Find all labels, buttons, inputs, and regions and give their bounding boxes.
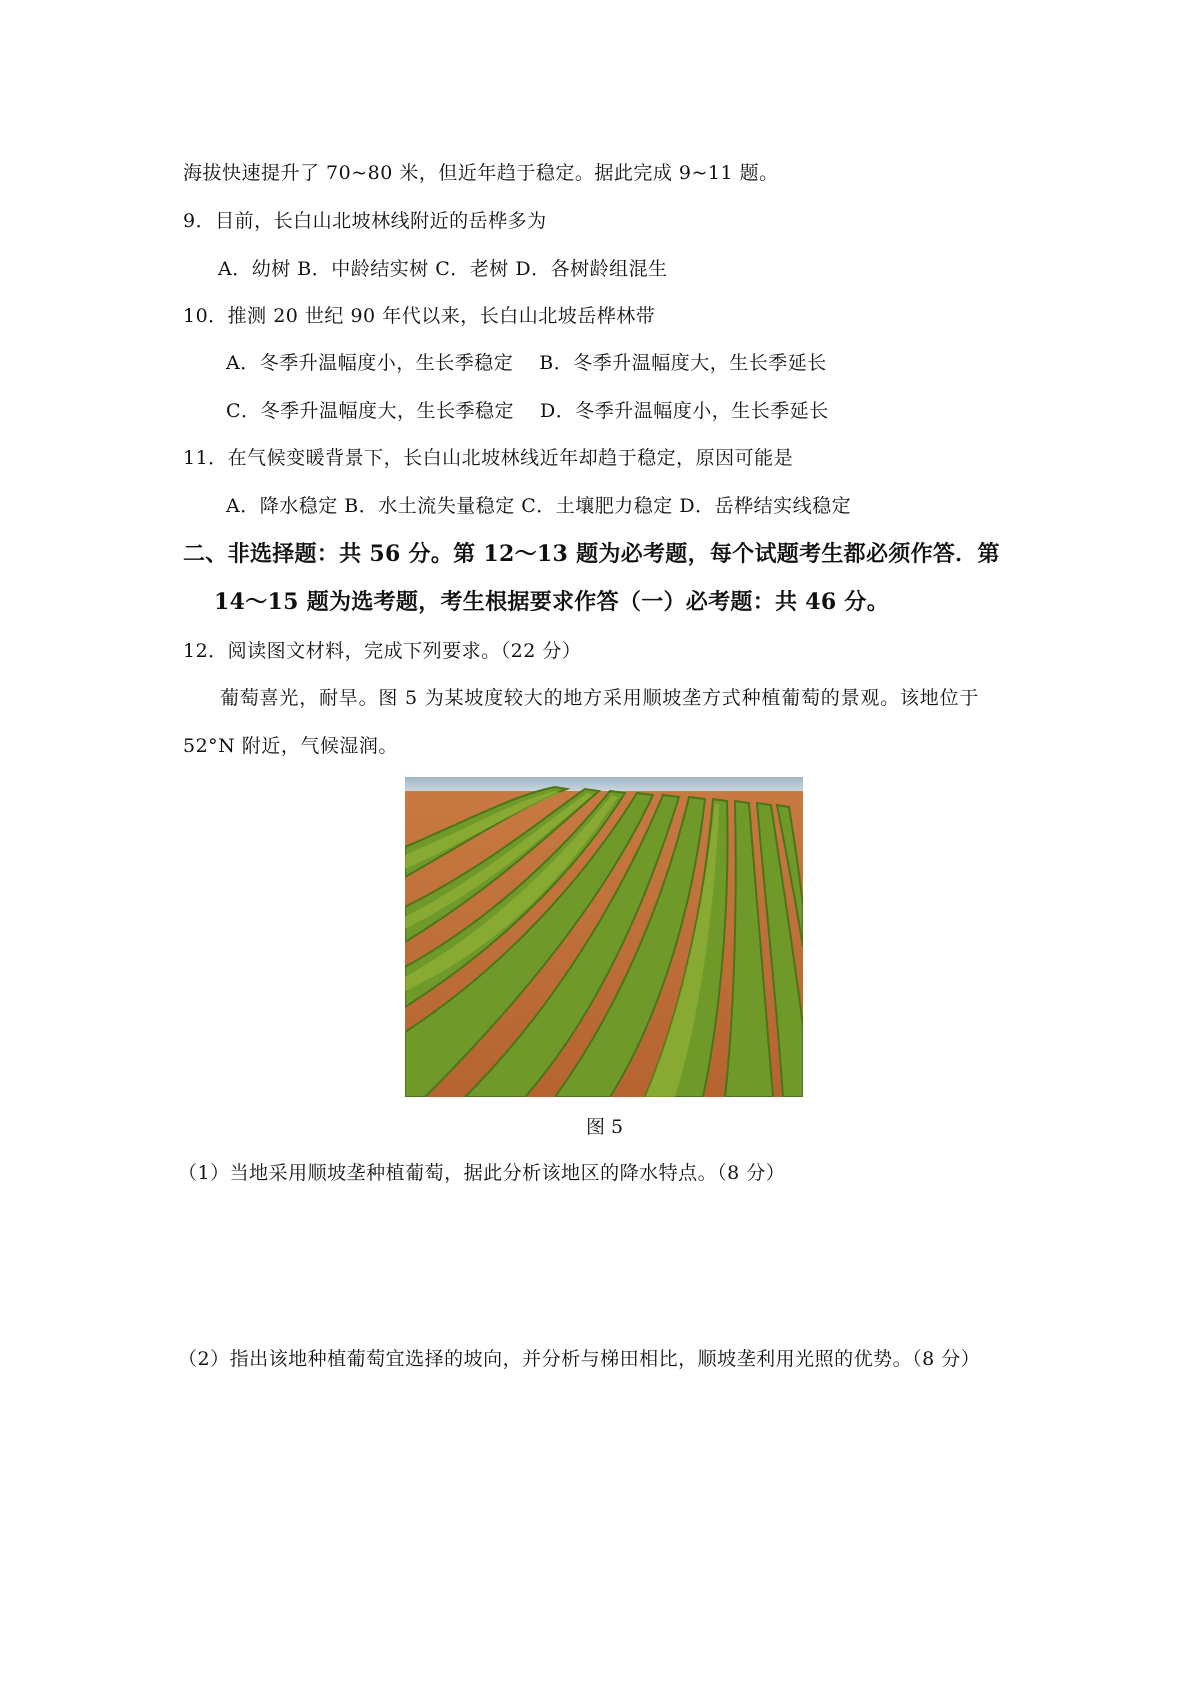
question-12-part-1: （1）当地采用顺坡垄种植葡萄，据此分析该地区的降水特点。（8 分）: [178, 1162, 786, 1184]
intro-text-tail: 海拔快速提升了 70~80 米，但近年趋于稳定。据此完成 9~11 题。: [183, 162, 779, 184]
question-10-option-b: B．冬季升温幅度大，生长季延长: [539, 352, 827, 374]
question-10-options-row2: [226, 396, 855, 423]
question-9-options: A．幼树 B．中龄结实树 C．老树 D．各树龄组混生: [218, 258, 668, 280]
vineyard-photo: [405, 777, 803, 1097]
question-10: 10．推测 20 世纪 90 年代以来，长白山北坡岳桦林带: [183, 305, 656, 327]
question-10-option-a: A．冬季升温幅度小，生长季稳定: [226, 352, 514, 374]
question-11-options: A．降水稳定 B．水土流失量稳定 C．土壤肥力稳定 D．岳桦结实线稳定: [226, 495, 852, 517]
figure-caption: 图 5: [586, 1116, 624, 1138]
question-9: 9．目前，长白山北坡林线附近的岳桦多为: [183, 210, 547, 232]
question-12: 12．阅读图文材料，完成下列要求。（22 分）: [183, 640, 582, 662]
question-12-material-line1: 葡萄喜光，耐旱。图 5 为某坡度较大的地方采用顺坡垄方式种植葡萄的景观。该地位于: [220, 687, 980, 709]
question-12-material-line2: 52°N 附近，气候湿润。: [183, 735, 398, 757]
section-2-heading-line2: 14～15 题为选考题，考生根据要求作答（一）必考题：共 46 分。: [214, 589, 890, 615]
question-12-part-2: （2）指出该地种植葡萄宜选择的坡向，并分析与梯田相比，顺坡垄利用光照的优势。（8 分）: [178, 1348, 981, 1370]
question-10-options-row1: [226, 348, 853, 375]
question-11: 11．在气候变暖背景下，长白山北坡林线近年却趋于稳定，原因可能是: [183, 447, 794, 469]
question-10-option-c: C．冬季升温幅度大，生长季稳定: [226, 400, 515, 422]
question-10-option-d: D．冬季升温幅度小，生长季延长: [540, 400, 829, 422]
section-2-heading-line1: 二、非选择题：共 56 分。第 12～13 题为必考题，每个试题考生都必须作答．第: [183, 541, 1000, 567]
